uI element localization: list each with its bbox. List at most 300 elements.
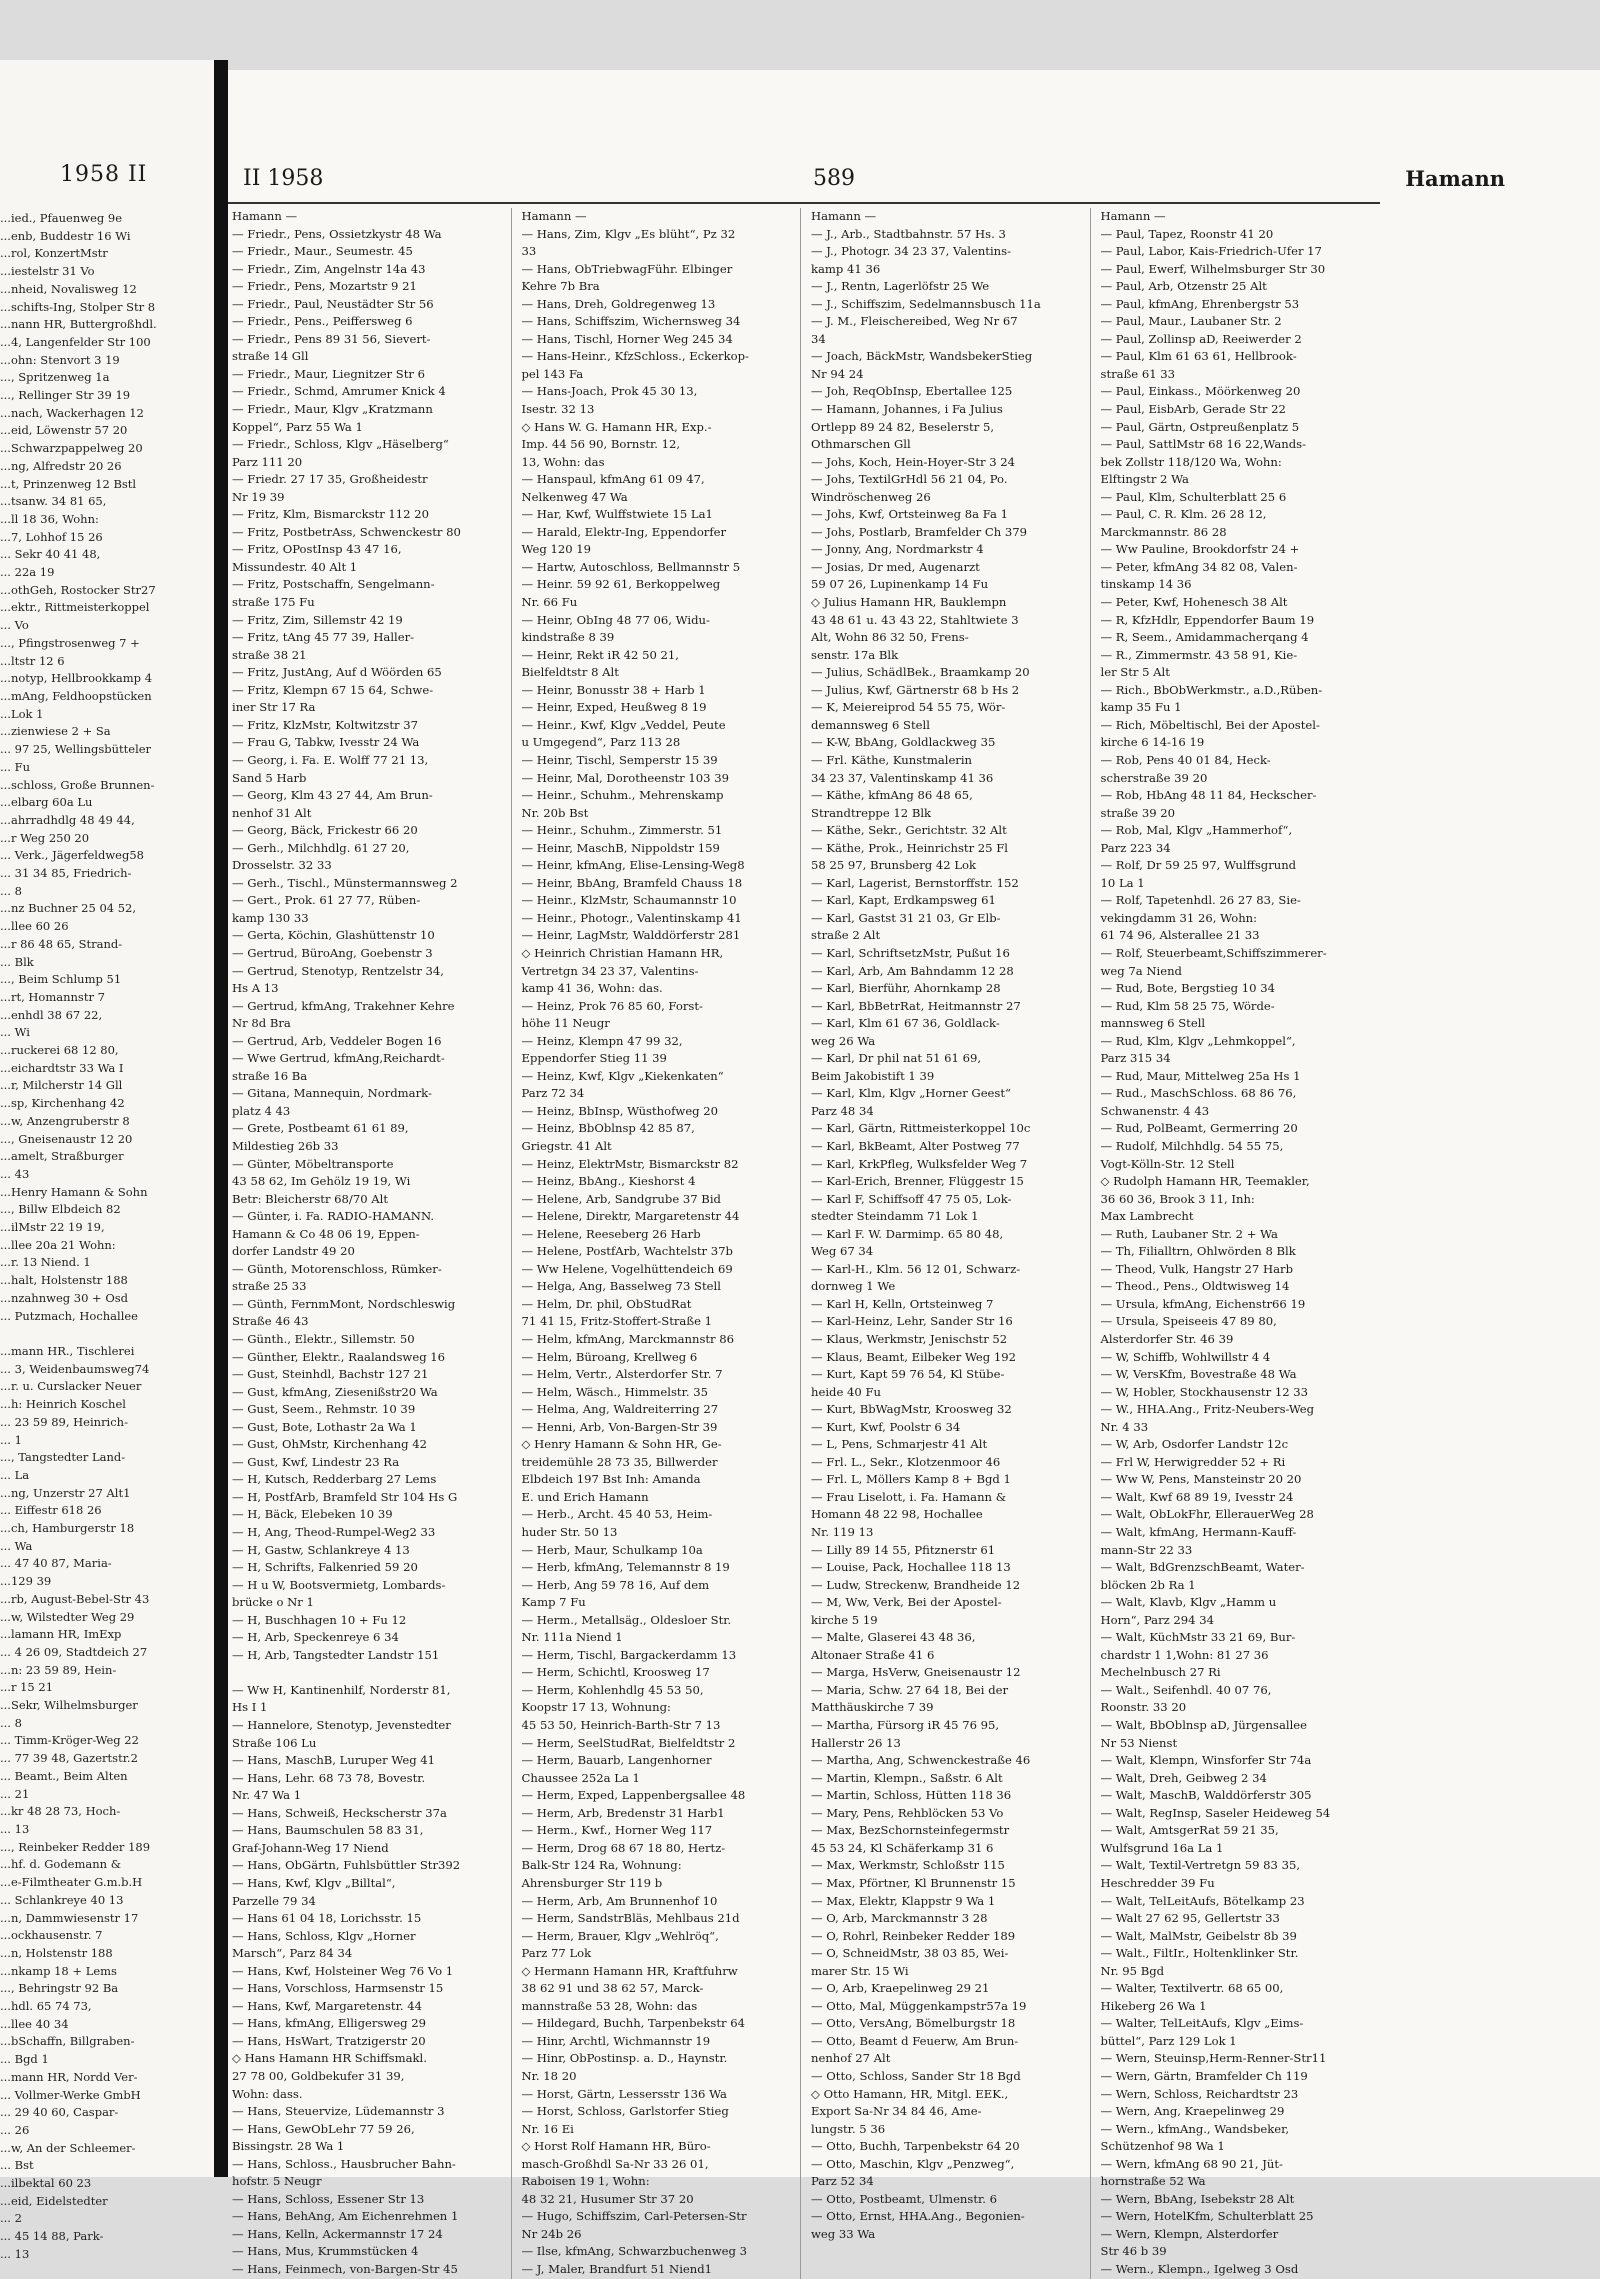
directory-entry: — R, KfzHdlr, Eppendorfer Baum 19 <box>1100 612 1315 627</box>
directory-entry: 36 60 36, Brook 3 11, Inh: <box>1100 1191 1255 1206</box>
left-directory-line: ..., Gneisenaustr 12 20 <box>0 1131 133 1146</box>
left-directory-line: ...h: Heinrich Koschel <box>0 1397 126 1412</box>
left-directory-line: ... Timm-Kröger-Weg 22 <box>0 1733 139 1748</box>
directory-entry: ler Str 5 Alt <box>1100 665 1170 680</box>
directory-entry: — Walter, Textilvertr. 68 65 00, <box>1100 1981 1284 1996</box>
directory-entry: — Julius, Kwf, Gärtnerstr 68 b Hs 2 <box>811 682 1020 697</box>
directory-entry: — H, Arb, Tangstedter Landstr 151 <box>232 1647 440 1662</box>
directory-entry: demannsweg 6 Stell <box>811 717 930 732</box>
directory-entry: Chaussee 252a La 1 <box>521 1770 640 1785</box>
directory-entry: — Hans, Schloss, Essener Str 13 <box>232 2191 425 2206</box>
directory-entry: — Käthe, kfmAng 86 48 65, <box>811 788 973 803</box>
directory-entry: scherstraße 39 20 <box>1100 770 1208 785</box>
left-directory-line: ...nach, Wackerhagen 12 <box>0 405 144 420</box>
left-directory-line: ... 8 <box>0 883 22 898</box>
directory-entry: 33 <box>521 244 537 259</box>
directory-entry: Parz 315 34 <box>1100 1051 1171 1066</box>
directory-entry: — Hans 61 04 18, Lorichsstr. 15 <box>232 1911 422 1926</box>
directory-entry: — Hans, Tischl, Horner Weg 245 34 <box>521 331 733 346</box>
left-directory-line: ...ilbektal 60 23 <box>0 2176 92 2191</box>
directory-columns <box>232 208 1380 2276</box>
left-directory-line: ... 97 25, Wellingsbütteler <box>0 742 152 757</box>
directory-entry: — R., Zimmermstr. 43 58 91, Kie- <box>1100 647 1298 662</box>
directory-entry: Griegstr. 41 Alt <box>521 1138 612 1153</box>
directory-entry: Nr 24b 26 <box>521 2226 582 2241</box>
directory-entry: — Hans, GewObLehr 77 59 26, <box>232 2121 415 2136</box>
directory-entry: ◇ Julius Hamann HR, Bauklempn <box>811 595 1007 610</box>
left-directory-line: ... 13 <box>0 1821 30 1836</box>
directory-entry: — Walt, BdGrenzschBeamt, Water- <box>1100 1560 1305 1575</box>
directory-entry: kamp 35 Fu 1 <box>1100 700 1182 715</box>
left-directory-line: ... Schlankreye 40 13 <box>0 1892 124 1907</box>
directory-entry: — Gust, OhMstr, Kirchenhang 42 <box>232 1437 427 1452</box>
directory-entry: — H, Arb, Speckenreye 6 34 <box>232 1630 399 1645</box>
left-directory-line: ...bSchaffn, Billgraben- <box>0 2034 135 2049</box>
directory-entry: straße 38 21 <box>232 647 307 662</box>
directory-entry: — Herm, Tischl, Bargackerdamm 13 <box>521 1647 737 1662</box>
left-directory-line: ...ektr., Rittmeisterkoppel <box>0 600 150 615</box>
directory-entry: Straße 106 Lu <box>232 1735 317 1750</box>
directory-entry: Nr 53 Nienst <box>1100 1735 1178 1750</box>
directory-entry: — J., Arb., Stadtbahnstr. 57 Hs. 3 <box>811 226 1006 241</box>
directory-entry: — Friedr., Pens 89 31 56, Sievert- <box>232 331 431 346</box>
directory-entry: — Wern, kfmAng 68 90 21, Jüt- <box>1100 2156 1283 2171</box>
left-directory-line: ...halt, Holstenstr 188 <box>0 1273 128 1288</box>
column-surname-heading: Hamann — <box>1100 209 1166 223</box>
directory-entry: — Walt, TelLeitAufs, Bötelkamp 23 <box>1100 1893 1305 1908</box>
directory-entry: — Heinz, BbOblnsp 42 85 87, <box>521 1121 695 1136</box>
directory-entry: — Karl, Arb, Am Bahndamm 12 28 <box>811 963 1014 978</box>
left-directory-line: ... 47 40 87, Maria- <box>0 1556 112 1571</box>
directory-entry: huder Str. 50 13 <box>521 1525 618 1540</box>
directory-entry: — Helm, Vertr., Alsterdorfer Str. 7 <box>521 1367 723 1382</box>
directory-entry: — H, PostfArb, Bramfeld Str 104 Hs G <box>232 1489 458 1504</box>
left-directory-line: ...rb, August-Bebel-Str 43 <box>0 1591 150 1606</box>
directory-entry: vekingdamm 31 26, Wohn: <box>1100 910 1258 925</box>
left-directory-line: ... La <box>0 1467 30 1482</box>
directory-entry: Nr 19 39 <box>232 489 285 504</box>
directory-entry: — Günth, Motorenschloss, Rümker- <box>232 1261 442 1276</box>
directory-entry: — Rob, HbAng 48 11 84, Heckscher- <box>1100 788 1317 803</box>
directory-entry: Kamp 7 Fu <box>521 1595 586 1610</box>
directory-entry: — Gerh., Milchhdlg. 61 27 20, <box>232 840 410 855</box>
directory-entry: — Heinr, Mal, Dorotheenstr 103 39 <box>521 770 729 785</box>
directory-entry: Bielfeldtstr 8 Alt <box>521 665 619 680</box>
directory-entry: — Rob, Mal, Klgv „Hammerhof“, <box>1100 823 1293 838</box>
directory-entry: — O, Arb, Marckmannstr 3 28 <box>811 1911 988 1926</box>
directory-entry: — H, Bäck, Elebeken 10 39 <box>232 1507 393 1522</box>
left-directory-line: ... Sekr 40 41 48, <box>0 547 101 562</box>
page-header-year: II 1958 <box>243 166 324 191</box>
directory-entry: Missundestr. 40 Alt 1 <box>232 559 358 574</box>
directory-entry: bek Zollstr 118/120 Wa, Wohn: <box>1100 454 1282 469</box>
left-directory-line: ...ltstr 12 6 <box>0 653 65 668</box>
directory-entry: — Wern., Klempn., Igelweg 3 Osd <box>1100 2261 1299 2276</box>
directory-entry: — Karl, SchriftsetzMstr, Pußut 16 <box>811 945 1010 960</box>
directory-entry: — Karl, Gärtn, Rittmeisterkoppel 10c <box>811 1121 1031 1136</box>
directory-entry: — W, Arb, Osdorfer Landstr 12c <box>1100 1437 1289 1452</box>
directory-entry: ◇ Henry Hamann & Sohn HR, Ge- <box>521 1437 722 1452</box>
directory-entry: — Hans, Mus, Krummstücken 4 <box>232 2244 419 2259</box>
left-directory-line: ... Blk <box>0 954 34 969</box>
left-directory-line: ...mAng, Feldhoopstücken <box>0 688 152 703</box>
directory-entry: — Paul, Klm, Schulterblatt 25 6 <box>1100 489 1287 504</box>
left-directory-line: ...mann HR., Tischlerei <box>0 1344 135 1358</box>
directory-entry: — Theod, Vulk, Hangstr 27 Harb <box>1100 1261 1293 1276</box>
directory-entry: — Paul, Klm 61 63 61, Hellbrook- <box>1100 349 1297 364</box>
page-header-surname: Hamann <box>1405 166 1505 191</box>
directory-entry: treidemühle 28 73 35, Billwerder <box>521 1454 718 1469</box>
directory-entry: Elbdeich 197 Bst Inh: Amanda <box>521 1472 701 1487</box>
directory-entry: mannsweg 6 Stell <box>1100 1016 1206 1031</box>
left-directory-line: ...ng, Alfredstr 20 26 <box>0 458 122 473</box>
directory-entry: — Wern, Steuinsp,Herm-Renner-Str11 <box>1100 2051 1327 2066</box>
left-directory-line: ...lamann HR, ImExp <box>0 1627 122 1642</box>
directory-entry: — Horst, Gärtn, Lessersstr 136 Wa <box>521 2086 727 2101</box>
column-surname-heading: Hamann — <box>232 209 298 223</box>
directory-entry: — Herb, kfmAng, Telemannstr 8 19 <box>521 1560 730 1575</box>
directory-entry: — Martin, Schloss, Hütten 118 36 <box>811 1788 1012 1803</box>
directory-entry: — Hans, Dreh, Goldregenweg 13 <box>521 296 716 311</box>
left-directory-line: ... 3, Weidenbaumsweg74 <box>0 1361 150 1376</box>
directory-entry: — Johs, Kwf, Ortsteinweg 8a Fa 1 <box>811 507 1008 522</box>
directory-entry: — Hugo, Schiffszim, Carl-Petersen-Str <box>521 2209 747 2224</box>
directory-entry: — Hans, kfmAng, Elligersweg 29 <box>232 2016 427 2031</box>
directory-entry: Ortlepp 89 24 82, Beselerstr 5, <box>811 419 995 434</box>
directory-entry: — Hans, Feinmech, von-Bargen-Str 45 <box>232 2261 458 2276</box>
directory-entry: — Hans, Steuervize, Lüdemannstr 3 <box>232 2104 445 2119</box>
directory-entry: E. und Erich Hamann <box>521 1489 649 1504</box>
left-directory-line: ...eid, Eidelstedter <box>0 2193 108 2208</box>
left-directory-line: ... Putzmach, Hochallee <box>0 1308 138 1323</box>
directory-entry: büttel“, Parz 129 Lok 1 <box>1100 2033 1237 2048</box>
directory-entry: — Gertrud, Arb, Veddeler Bogen 16 <box>232 1033 442 1048</box>
directory-entry: 58 25 97, Brunsberg 42 Lok <box>811 858 977 873</box>
directory-entry: straße 25 33 <box>232 1279 307 1294</box>
directory-entry: 27 78 00, Goldbekufer 31 39, <box>232 2068 405 2083</box>
directory-entry: — Rud, Klm, Klgv „Lehmkoppel“, <box>1100 1033 1296 1048</box>
directory-entry: — Walt, Klempn, Winsforfer Str 74a <box>1100 1753 1312 1768</box>
directory-entry: — Fritz, Postschaffn, Sengelmann- <box>232 577 435 592</box>
left-directory-line: ...e-Filmtheater G.m.b.H <box>0 1875 143 1890</box>
left-directory-line: ...kr 48 28 73, Hoch- <box>0 1804 121 1819</box>
left-directory-line: ... 43 <box>0 1166 30 1181</box>
directory-entry: — Paul, SattlMstr 68 16 22,Wands- <box>1100 437 1306 452</box>
directory-entry: — H u W, Bootsvermietg, Lombards- <box>232 1577 446 1592</box>
directory-entry: Mildestieg 26b 33 <box>232 1138 339 1153</box>
directory-entry: Marsch“, Parz 84 34 <box>232 1946 353 1961</box>
directory-entry: — Johs, Koch, Hein-Hoyer-Str 3 24 <box>811 454 1016 469</box>
directory-entry: — Helma, Ang, Waldreiterring 27 <box>521 1402 719 1417</box>
directory-entry: — Paul, Zollinsp aD, Reeiwerder 2 <box>1100 331 1302 346</box>
directory-entry: — Frl. L., Sekr., Klotzenmoor 46 <box>811 1454 1001 1469</box>
directory-entry: kamp 41 36, Wohn: das. <box>521 981 663 996</box>
directory-entry: — Karl, BkBeamt, Alter Postweg 77 <box>811 1138 1020 1153</box>
directory-entry: — Hans, Kwf, Holsteiner Weg 76 Vo 1 <box>232 1963 454 1978</box>
directory-entry: — J. M., Fleischereibed, Weg Nr 67 <box>811 314 1018 329</box>
directory-entry: — Louise, Pack, Hochallee 118 13 <box>811 1560 1011 1575</box>
directory-entry: — Walt, AmtsgerRat 59 21 35, <box>1100 1823 1279 1838</box>
directory-entry: ◇ Hans W. G. Hamann HR, Exp.- <box>521 419 712 434</box>
directory-entry: — Karl, BbBetrRat, Heitmannstr 27 <box>811 998 1021 1013</box>
directory-entry: — Otto, Postbeamt, Ulmenstr. 6 <box>811 2191 998 2206</box>
directory-entry: senstr. 17a Blk <box>811 647 899 662</box>
directory-entry: — Gertrud, kfmAng, Trakehner Kehre <box>232 998 455 1013</box>
left-directory-line: ...r. 13 Niend. 1 <box>0 1255 91 1270</box>
directory-entry: — Heinr., Schuhm., Mehrenskamp <box>521 788 724 803</box>
left-directory-line: ..., Behringstr 92 Ba <box>0 1981 119 1996</box>
left-directory-line: ...iestelstr 31 Vo <box>0 264 95 279</box>
directory-entry: Nr. 66 Fu <box>521 595 578 610</box>
directory-entry: Othmarschen Gll <box>811 437 911 452</box>
directory-entry: — Otto, VersAng, Bömelburgstr 18 <box>811 2016 1016 2031</box>
directory-entry: — Friedr., Maur., Seumestr. 45 <box>232 244 413 259</box>
directory-entry: — Hans, Schloss., Hausbrucher Bahn- <box>232 2156 456 2171</box>
left-directory-line: ...ied., Pfauenweg 9e <box>0 211 123 225</box>
directory-entry: — Günth, FernmMont, Nordschleswig <box>232 1296 456 1311</box>
directory-entry: nenhof 27 Alt <box>811 2051 891 2066</box>
directory-entry: — W, Schiffb, Wohlwillstr 4 4 <box>1100 1349 1271 1364</box>
directory-entry: Hs I 1 <box>232 1700 268 1715</box>
directory-entry: — Frl. Käthe, Kunstmalerin <box>811 752 973 767</box>
directory-entry: — Heinz, Klempn 47 99 32, <box>521 1033 683 1048</box>
directory-entry: — Helga, Ang, Basselweg 73 Stell <box>521 1279 721 1294</box>
directory-entry: — Walt, MalMstr, Geibelstr 8b 39 <box>1100 1928 1297 1943</box>
directory-entry: — Walt, ObLokFhr, EllerauerWeg 28 <box>1100 1507 1314 1522</box>
directory-entry: — Frl. L, Möllers Kamp 8 + Bgd 1 <box>811 1472 1011 1487</box>
directory-entry: — Georg, Klm 43 27 44, Am Brun- <box>232 788 433 803</box>
directory-entry: — Karl, Dr phil nat 51 61 69, <box>811 1051 982 1066</box>
directory-entry: — Walt., FiltIr., Holtenklinker Str. <box>1100 1946 1299 1961</box>
directory-entry: Wulfsgrund 16a La 1 <box>1100 1840 1224 1855</box>
directory-entry: — H, Kutsch, Redderbarg 27 Lems <box>232 1472 437 1487</box>
directory-entry: Bissingstr. 28 Wa 1 <box>232 2139 345 2154</box>
directory-entry: — Ww Pauline, Brookdorfstr 24 + <box>1100 542 1300 557</box>
directory-entry: — Ursula, Speiseeis 47 89 80, <box>1100 1314 1277 1329</box>
directory-entry: — Martha, Fürsorg iR 45 76 95, <box>811 1718 1000 1733</box>
directory-entry: — Walt, RegInsp, Saseler Heideweg 54 <box>1100 1805 1331 1820</box>
directory-entry: — Paul, Arb, Otzenstr 25 Alt <box>1100 279 1267 294</box>
directory-entry: 59 07 26, Lupinenkamp 14 Fu <box>811 577 989 592</box>
directory-entry: Hallerstr 26 13 <box>811 1735 901 1750</box>
directory-entry: Parz 48 34 <box>811 1103 874 1118</box>
directory-entry: — Herm, Bauarb, Langenhorner <box>521 1753 712 1768</box>
directory-entry: — Herm, Kohlenhdlg 45 53 50, <box>521 1682 704 1697</box>
directory-entry: Koopstr 17 13, Wohnung: <box>521 1700 671 1715</box>
left-directory-line: ...zienwiese 2 + Sa <box>0 724 111 739</box>
directory-entry: heide 40 Fu <box>811 1384 881 1399</box>
directory-entry: — Hans, Kelln, Ackermannstr 17 24 <box>232 2226 443 2241</box>
directory-entry: — Heinr. 59 92 61, Berkoppelweg <box>521 577 721 592</box>
left-directory-line: ...r, Milcherstr 14 Gll <box>0 1078 123 1093</box>
directory-entry: Raboisen 19 1, Wohn: <box>521 2174 650 2189</box>
directory-entry: — Rob, Pens 40 01 84, Heck- <box>1100 752 1271 767</box>
left-directory-line: ...elbarg 60a Lu <box>0 795 93 810</box>
directory-entry: Parz 52 34 <box>811 2174 874 2189</box>
left-directory-line: ... 31 34 85, Friedrich- <box>0 866 132 881</box>
directory-entry: Hs A 13 <box>232 981 279 996</box>
directory-entry: Hikeberg 26 Wa 1 <box>1100 1998 1207 2013</box>
directory-entry: — Günther, Elektr., Raalandsweg 16 <box>232 1349 446 1364</box>
directory-entry: — Henni, Arb, Von-Bargen-Str 39 <box>521 1419 718 1434</box>
directory-entry: — Wern, BbAng, Isebekstr 28 Alt <box>1100 2191 1295 2206</box>
directory-entry: iner Str 17 Ra <box>232 700 316 715</box>
directory-entry: ◇ Hermann Hamann HR, Kraftfuhrw <box>521 1963 738 1978</box>
directory-entry: — Rudolf, Milchhdlg. 54 55 75, <box>1100 1138 1284 1153</box>
left-directory-line: ...nkamp 18 + Lems <box>0 1963 117 1978</box>
directory-entry: — Horst, Schloss, Garlstorfer Stieg <box>521 2104 729 2119</box>
directory-entry: — Rud, PolBeamt, Germerring 20 <box>1100 1121 1298 1136</box>
left-directory-line: ... 45 14 88, Park- <box>0 2229 104 2244</box>
directory-entry: — Karl F. W. Darmimp. 65 80 48, <box>811 1226 1004 1241</box>
directory-entry: — Mary, Pens, Rehblöcken 53 Vo <box>811 1805 1004 1820</box>
left-directory-line: ..., Reinbeker Redder 189 <box>0 1839 151 1854</box>
directory-entry: — Wern, Ang, Kraepelinweg 29 <box>1100 2104 1285 2119</box>
left-directory-line: ..., Rellinger Str 39 19 <box>0 388 131 403</box>
directory-entry: Betr: Bleicherstr 68/70 Alt <box>232 1191 389 1206</box>
directory-entry: — Karl F, Schiffsoff 47 75 05, Lok- <box>811 1191 1012 1206</box>
directory-entry: Weg 67 34 <box>811 1244 874 1259</box>
left-directory-line: ...7, Lohhof 15 26 <box>0 529 103 544</box>
directory-entry: weg 26 Wa <box>811 1033 876 1048</box>
directory-entry: — Ursula, kfmAng, Eichenstr66 19 <box>1100 1296 1306 1311</box>
directory-entry: 34 <box>811 331 826 346</box>
directory-entry: Parzelle 79 34 <box>232 1893 316 1908</box>
directory-entry: — Helene, Direktr, Margaretenstr 44 <box>521 1209 740 1224</box>
directory-entry: 71 41 15, Fritz-Stoffert-Straße 1 <box>521 1314 712 1329</box>
directory-entry: — Friedr., Zim, Angelnstr 14a 43 <box>232 261 426 276</box>
directory-entry: — Walt, KüchMstr 33 21 69, Bur- <box>1100 1630 1296 1645</box>
directory-entry: Export Sa-Nr 34 84 46, Ame- <box>811 2104 982 2119</box>
directory-entry: 43 48 61 u. 43 43 22, Stahltwiete 3 <box>811 612 1019 627</box>
directory-entry: — Rud., MaschSchloss. 68 86 76, <box>1100 1086 1297 1101</box>
directory-entry: — Peter, kfmAng 34 82 08, Valen- <box>1100 559 1298 574</box>
directory-entry: — Peter, Kwf, Hohenesch 38 Alt <box>1100 595 1288 610</box>
directory-entry: — Grete, Postbeamt 61 61 89, <box>232 1121 409 1136</box>
directory-entry: — Walt, BbOblnsp aD, Jürgensallee <box>1100 1718 1308 1733</box>
left-directory-line: ...rol, KonzertMstr <box>0 246 108 261</box>
directory-entry: — Malte, Glaserei 43 48 36, <box>811 1630 976 1645</box>
directory-entry: — Rolf, Tapetenhdl. 26 27 83, Sie- <box>1100 893 1301 908</box>
directory-entry: — Joach, BäckMstr, WandsbekerStieg <box>811 349 1033 364</box>
directory-entry: — W, VersKfm, Bovestraße 48 Wa <box>1100 1367 1297 1382</box>
directory-entry: — Otto, Ernst, HHA.Ang., Begonien- <box>811 2209 1025 2224</box>
directory-entry: — Fritz, Klm, Bismarckstr 112 20 <box>232 507 429 522</box>
directory-entry: — Heinr, kfmAng, Elise-Lensing-Weg8 <box>521 858 745 873</box>
left-directory-line: ...enb, Buddestr 16 Wi <box>0 228 131 243</box>
directory-entry: — Hinr, Archtl, Wichmannstr 19 <box>521 2033 711 2048</box>
directory-entry: kindstraße 8 39 <box>521 630 615 645</box>
directory-entry: — Otto, Schloss, Sander Str 18 Bgd <box>811 2068 1021 2083</box>
directory-entry: tinskamp 14 36 <box>1100 577 1192 592</box>
directory-entry: Heschredder 39 Fu <box>1100 1875 1215 1890</box>
left-directory-line: ... 26 <box>0 2122 30 2137</box>
directory-entry: — Gust, Seem., Rehmstr. 10 39 <box>232 1402 416 1417</box>
directory-entry: ◇ Heinrich Christian Hamann HR, <box>521 945 724 960</box>
directory-entry: — J., Rentn, Lagerlöfstr 25 We <box>811 279 990 294</box>
directory-entry: Windröschenweg 26 <box>811 489 931 504</box>
directory-entry: — Walt, Textil-Vertretgn 59 83 35, <box>1100 1858 1301 1873</box>
directory-entry: — Friedr., Maur, Klgv „Kratzmann <box>232 402 433 417</box>
left-directory-line: ...enhdl 38 67 22, <box>0 1007 103 1022</box>
left-directory-line: ...eichardtstr 33 Wa I <box>0 1060 124 1075</box>
directory-entry: — Hans-Joach, Prok 45 30 13, <box>521 384 698 399</box>
directory-entry: — J, Maler, Brandfurt 51 Niend1 <box>521 2261 713 2276</box>
directory-entry: 61 74 96, Alsterallee 21 33 <box>1100 928 1260 943</box>
directory-entry: — Kurt, BbWagMstr, Kroosweg 32 <box>811 1402 1012 1417</box>
directory-entry: Nr. 18 20 <box>521 2068 577 2083</box>
directory-entry: — Paul, EisbArb, Gerade Str 22 <box>1100 402 1286 417</box>
directory-entry: — Friedr. 27 17 35, Großheidestr <box>232 472 428 487</box>
directory-entry: Weg 120 19 <box>521 542 592 557</box>
left-directory-line: ... 23 59 89, Heinrich- <box>0 1414 128 1429</box>
directory-entry: — Walt, MaschB, Walddörferstr 305 <box>1100 1788 1312 1803</box>
left-directory-line: ...ockhausenstr. 7 <box>0 1928 103 1943</box>
directory-entry: — Heinr., KlzMstr, Schaumannstr 10 <box>521 893 737 908</box>
directory-entry: — Hartw, Autoschloss, Bellmannstr 5 <box>521 559 741 574</box>
directory-entry: — Klaus, Beamt, Eilbeker Weg 192 <box>811 1349 1017 1364</box>
directory-entry: Altonaer Straße 41 6 <box>811 1647 935 1662</box>
left-directory-line: ..., Beim Schlump 51 <box>0 972 122 987</box>
left-directory-line: ...Lok 1 <box>0 706 44 721</box>
directory-entry: — Karl, Gastst 31 21 03, Gr Elb- <box>811 910 1001 925</box>
directory-entry: — Fritz, Klempn 67 15 64, Schwe- <box>232 682 434 697</box>
directory-entry: 45 53 24, Kl Schäferkamp 31 6 <box>811 1840 994 1855</box>
left-directory-line: ... Vo <box>0 618 29 633</box>
directory-entry: — Wern, HotelKfm, Schulterblatt 25 <box>1100 2209 1314 2224</box>
left-directory-line: ... Verk., Jägerfeldweg58 <box>0 848 144 863</box>
left-directory-line: ...eid, Löwenstr 57 20 <box>0 423 128 438</box>
left-directory-line: ...ohn: Stenvort 3 19 <box>0 352 120 367</box>
directory-entry: — Otto, Beamt d Feuerw, Am Brun- <box>811 2033 1019 2048</box>
directory-entry: kirche 6 14-16 19 <box>1100 735 1205 750</box>
left-directory-line: ...Sekr, Wilhelmsburger <box>0 1698 138 1713</box>
directory-entry: Alsterdorfer Str. 46 39 <box>1100 1332 1234 1346</box>
directory-entry: — Hans, Zim, Klgv „Es blüht“, Pz 32 <box>521 226 736 241</box>
directory-entry: — Rud, Maur, Mittelweg 25a Hs 1 <box>1100 1068 1301 1083</box>
column-surname-heading: Hamann — <box>521 209 587 223</box>
directory-entry: mannstraße 53 28, Wohn: das <box>521 1998 698 2013</box>
directory-entry: — Helm, Dr. phil, ObStudRat <box>521 1296 692 1311</box>
directory-entry: — Friedr., Pens., Peiffersweg 6 <box>232 314 413 329</box>
directory-entry: 38 62 91 und 38 62 57, Marck- <box>521 1981 704 1996</box>
directory-entry: Alt, Wohn 86 32 50, Frens- <box>811 630 969 645</box>
directory-entry: Nr. 20b Bst <box>521 805 589 820</box>
directory-entry: — Hildegard, Buchh, Tarpenbekstr 64 <box>521 2016 745 2031</box>
directory-entry: Hamann & Co 48 06 19, Eppen- <box>232 1226 420 1241</box>
directory-column-1 <box>232 208 512 2279</box>
directory-entry: — H, Schrifts, Falkenried 59 20 <box>232 1560 418 1575</box>
directory-entry: — Heinr., Kwf, Klgv „Veddel, Peute <box>521 717 726 732</box>
left-directory-line: ... 29 40 60, Caspar- <box>0 2105 119 2120</box>
directory-entry: — Hans, HsWart, Tratzigerstr 20 <box>232 2033 426 2048</box>
left-directory-line: ...mann HR, Nordd Ver- <box>0 2069 138 2084</box>
directory-entry: — Heinz, BbAng., Kieshorst 4 <box>521 1174 696 1189</box>
directory-entry: — Wern, Schloss, Reichardtstr 23 <box>1100 2086 1299 2101</box>
directory-entry: — Th, Filialltrn, Ohlwörden 8 Blk <box>1100 1244 1296 1259</box>
directory-entry: — Herm, Exped, Lappenbergsallee 48 <box>521 1788 746 1803</box>
directory-entry: Parz 72 34 <box>521 1086 585 1101</box>
left-directory-line: ...w, Wilstedter Weg 29 <box>0 1609 135 1624</box>
directory-entry: — Herm, SeelStudRat, Bielfeldtstr 2 <box>521 1735 736 1750</box>
left-directory-line: ...schloss, Große Brunnen- <box>0 777 155 792</box>
directory-entry: — H, Ang, Theod-Rumpel-Weg2 33 <box>232 1525 436 1540</box>
directory-entry: — Gerh., Tischl., Münstermannsweg 2 <box>232 875 458 890</box>
directory-entry: — Ww Helene, Vogelhüttendeich 69 <box>521 1261 733 1276</box>
directory-entry: — Fritz, OPostInsp 43 47 16, <box>232 542 402 557</box>
left-directory-line: ... 77 39 48, Gazertstr.2 <box>0 1751 138 1766</box>
directory-entry: — Jonny, Ang, Nordmarkstr 4 <box>811 542 984 557</box>
